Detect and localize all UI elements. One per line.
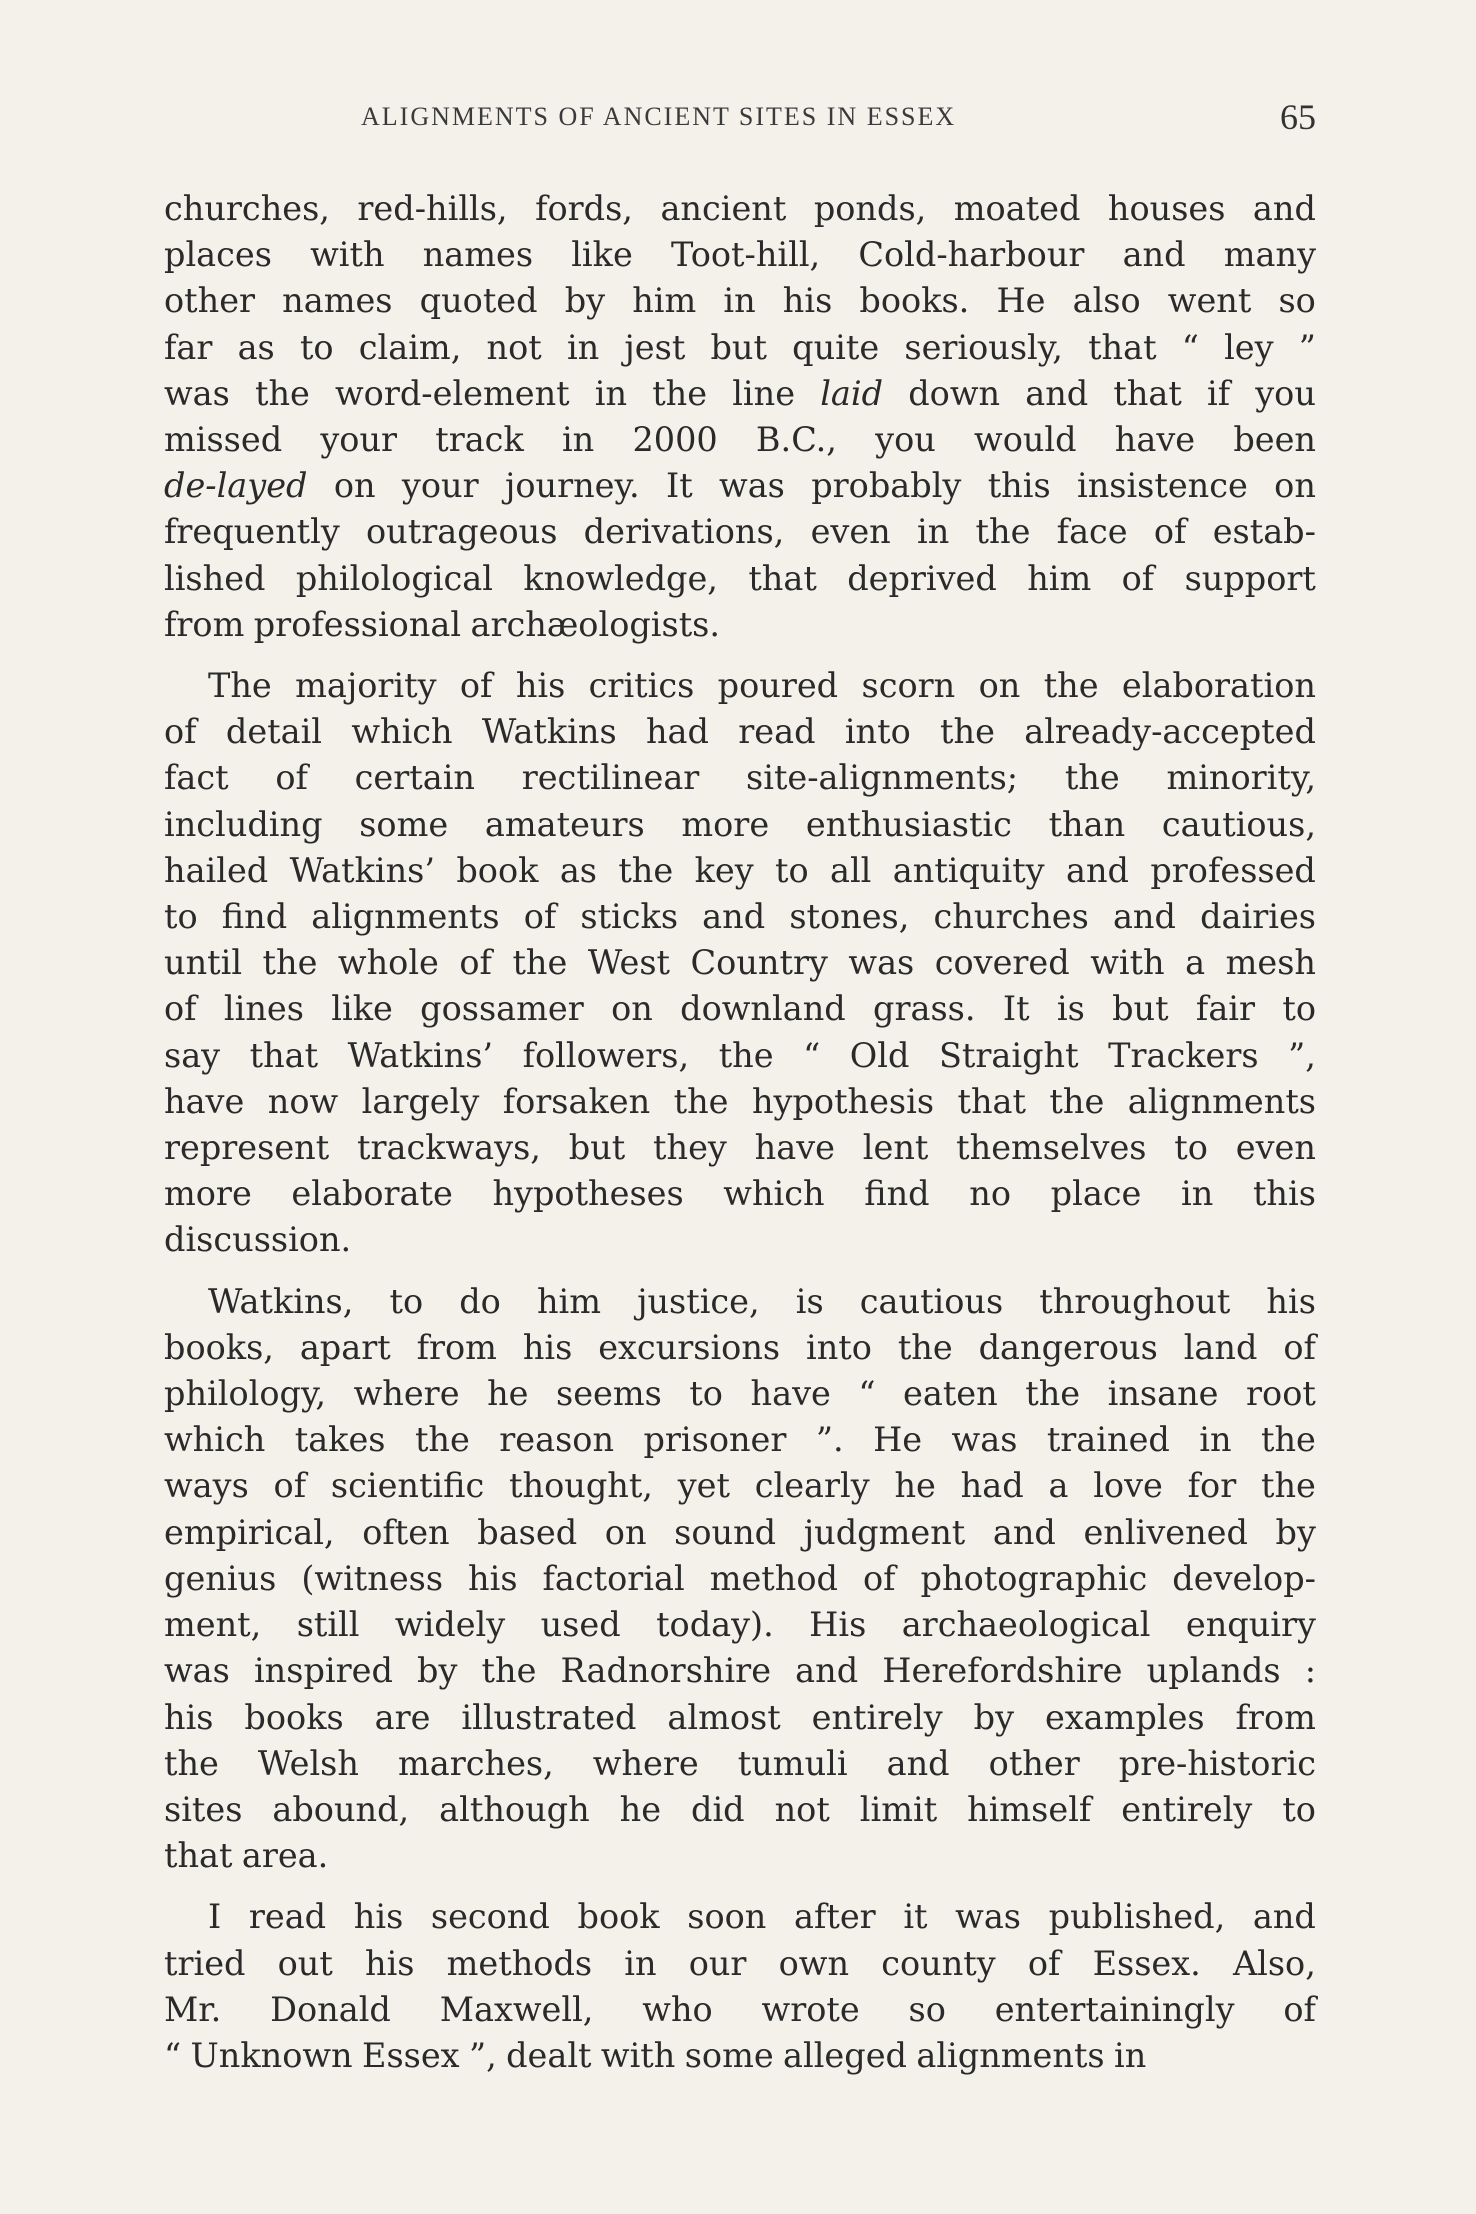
text-line: the Welsh marches, where tumuli and other pre-historic bbox=[164, 1743, 1316, 1783]
body-text bbox=[164, 186, 1316, 2079]
text-line: say that Watkins’ followers, the “ Old Straight Trackers ”, bbox=[164, 1035, 1316, 1075]
text-line: I read his second book soon after it was published, and bbox=[208, 1897, 1316, 1937]
text-line: of detail which Watkins had read into the already-accepted bbox=[164, 712, 1316, 752]
text-line: his books are illustrated almost entirely by examples from bbox=[164, 1697, 1316, 1737]
paragraph bbox=[164, 663, 1316, 1264]
text-line: represent trackways, but they have lent themselves to even bbox=[164, 1128, 1316, 1168]
text-line: to find alignments of sticks and stones, churches and dairies bbox=[164, 897, 1316, 937]
text-line: from professional archæologists. bbox=[164, 604, 721, 644]
paragraph bbox=[164, 186, 1316, 648]
text-line: genius (witness his factorial method of photographic develop- bbox=[164, 1558, 1316, 1598]
text-line: churches, red-hills, fords, ancient ponds, moated houses and bbox=[164, 189, 1316, 228]
text-line: was the word-element in the line laid down and that if you bbox=[164, 373, 1316, 413]
text-line: including some amateurs more enthusiastic than cautious, bbox=[164, 804, 1316, 844]
page-number: 65 bbox=[1280, 97, 1316, 137]
text-line: of lines like gossamer on downland grass. It is but fair to bbox=[164, 989, 1316, 1029]
paragraph bbox=[164, 1279, 1316, 1880]
text-line: Watkins, to do him justice, is cautious throughout his bbox=[208, 1281, 1316, 1321]
text-line: until the whole of the West Country was covered with a mesh bbox=[164, 943, 1316, 983]
running-title: ALIGNMENTS OF ANCIENT SITES IN ESSEX bbox=[361, 102, 957, 131]
text-line: books, apart from his excursions into the dangerous land of bbox=[164, 1327, 1316, 1367]
text-line: was inspired by the Radnorshire and Herefordshire uplands : bbox=[164, 1651, 1316, 1691]
text-line: lished philological knowledge, that deprived him of support bbox=[164, 558, 1316, 598]
text-line: philology, where he seems to have “ eaten the insane root bbox=[164, 1374, 1316, 1414]
text-line: tried out his methods in our own county of Essex. Also, bbox=[164, 1943, 1316, 1983]
running-head bbox=[164, 96, 1316, 140]
text-line: de-layed on your journey. It was probably this insistence on bbox=[164, 466, 1316, 506]
text-line: have now largely forsaken the hypothesis that the alignments bbox=[164, 1081, 1316, 1121]
text-line: more elaborate hypotheses which find no place in this bbox=[164, 1174, 1316, 1214]
text-line: Mr. Donald Maxwell, who wrote so entertainingly of bbox=[164, 1989, 1316, 2029]
text-line: far as to claim, not in jest but quite seriously, that “ ley ” bbox=[164, 327, 1316, 367]
text-line: The majority of his critics poured scorn on the elaboration bbox=[208, 666, 1316, 706]
text-line: that area. bbox=[164, 1836, 329, 1876]
text-line: places with names like Toot-hill, Cold-harbour and many bbox=[164, 235, 1316, 275]
paragraph bbox=[164, 1894, 1316, 2079]
text-line: frequently outrageous derivations, even in the face of estab- bbox=[164, 512, 1316, 552]
text-line: ways of scientific thought, yet clearly he had a love for the bbox=[164, 1466, 1316, 1506]
text-line: hailed Watkins’ book as the key to all antiquity and professed bbox=[164, 850, 1316, 890]
text-line: which takes the reason prisoner ”. He was trained in the bbox=[164, 1420, 1316, 1460]
text-line: fact of certain rectilinear site-alignments; the minority, bbox=[164, 758, 1316, 798]
text-line: empirical, often based on sound judgment and enlivened by bbox=[164, 1512, 1316, 1552]
text-line: ment, still widely used today). His archaeological enquiry bbox=[164, 1605, 1316, 1645]
text-line: other names quoted by him in his books. He also went so bbox=[164, 281, 1316, 321]
text-line: missed your track in 2000 B.C., you would have been bbox=[164, 420, 1316, 460]
text-line: discussion. bbox=[164, 1220, 352, 1260]
text-line: “ Unknown Essex ”, dealt with some alleged alignments in bbox=[164, 2035, 1147, 2075]
text-line: sites abound, although he did not limit himself entirely to bbox=[164, 1789, 1316, 1829]
